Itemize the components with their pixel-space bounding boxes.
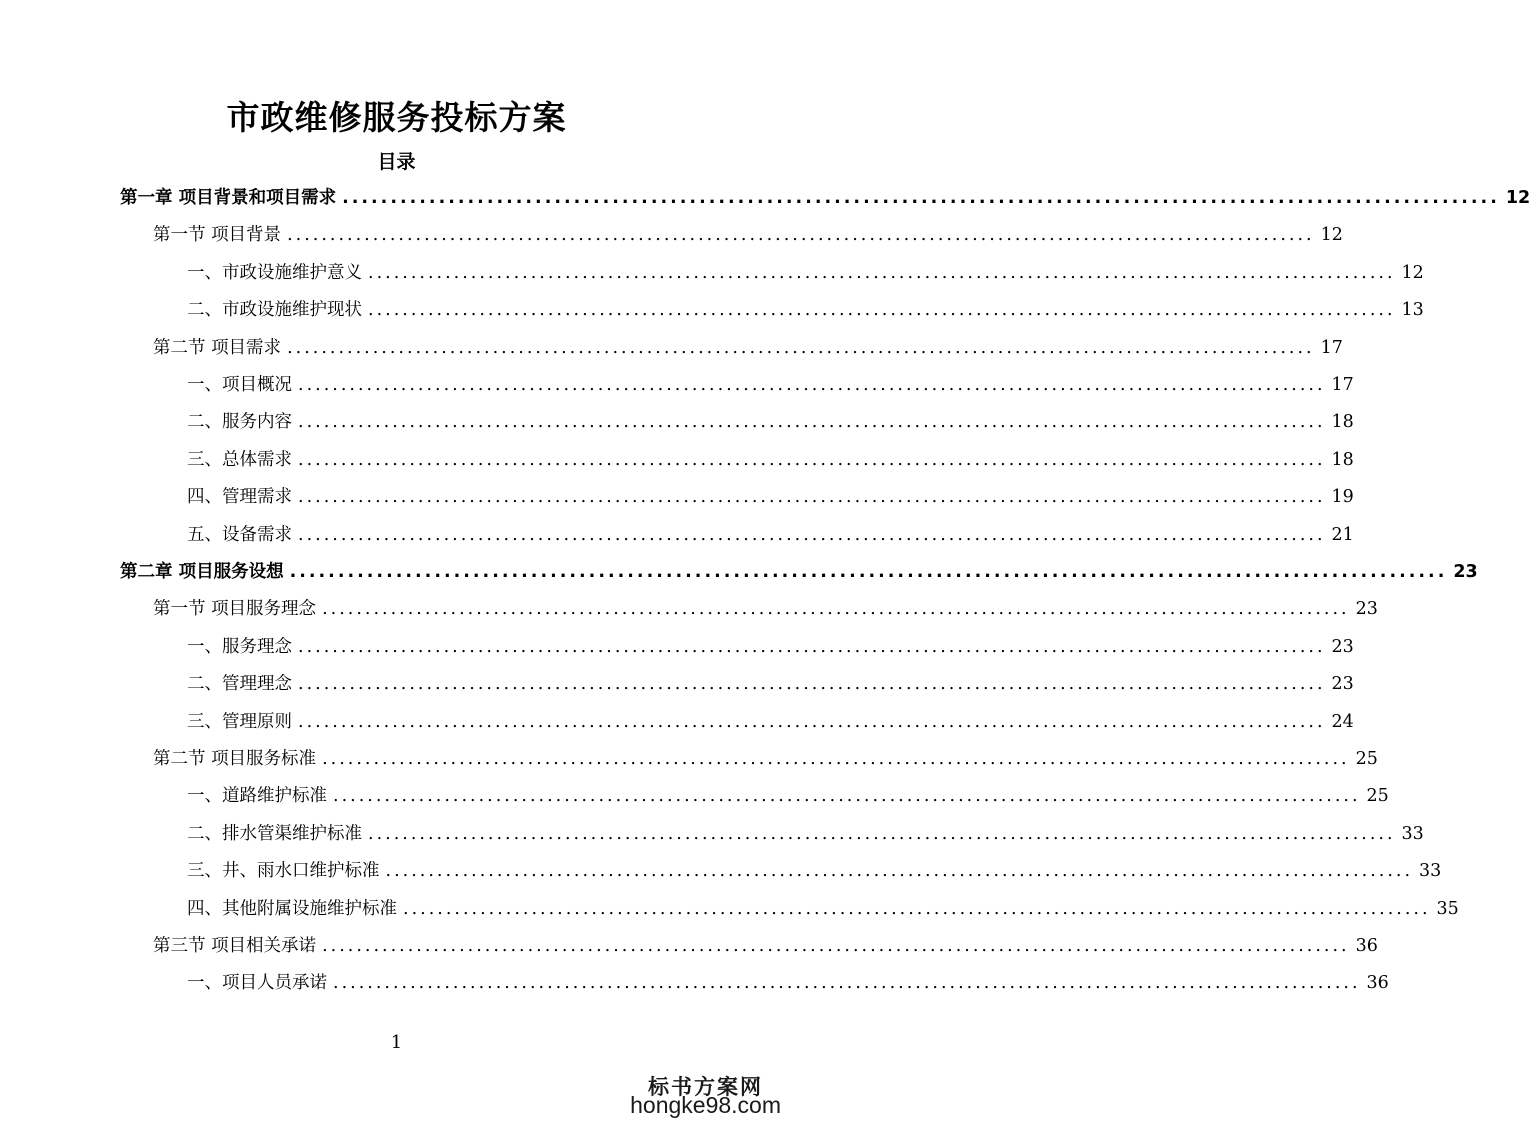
- toc-entry-label: 三、总体需求: [187, 449, 292, 470]
- toc-entry-label: 第二章 项目服务设想: [120, 562, 284, 582]
- toc-entry-label: 二、排水管渠维护标准: [187, 823, 362, 844]
- toc-entry-page: 19: [1331, 487, 1354, 508]
- toc-entry-page: 13: [1401, 300, 1424, 321]
- toc-entry-label: 一、服务理念: [187, 636, 292, 657]
- toc-entry-page: 33: [1419, 861, 1442, 882]
- toc-leader-dots: ........................................................................................................................: [298, 674, 1326, 695]
- toc-leader-dots: ........................................................................................................................: [333, 786, 1361, 807]
- toc-heading: 目录: [377, 151, 416, 173]
- toc-entry-page: 36: [1366, 973, 1389, 994]
- toc-entry-label: 二、服务内容: [187, 412, 292, 433]
- toc-entry-label: 二、市政设施维护现状: [187, 300, 362, 321]
- toc-leader-dots: ........................................................................................................................: [298, 412, 1326, 433]
- toc-entry-page: 23: [1331, 674, 1354, 695]
- toc-leader-dots: ........................................................................................................................: [368, 823, 1396, 844]
- toc-entry[interactable]: [120, 184, 1530, 212]
- toc-entry-page: 23: [1453, 562, 1478, 582]
- toc-entry[interactable]: [187, 670, 1354, 698]
- toc-entry[interactable]: [153, 595, 1378, 623]
- watermark-name: 标书方案网: [648, 1075, 763, 1099]
- toc-entry-page: 23: [1355, 599, 1378, 620]
- toc-entry-page: 25: [1355, 749, 1378, 769]
- toc-entry-label: 第一节 项目背景: [153, 225, 282, 246]
- toc-entry[interactable]: [187, 820, 1424, 848]
- toc-entry[interactable]: [187, 408, 1354, 436]
- toc-leader-dots: ........................................................................................................................: [298, 375, 1326, 395]
- toc-entry-page: 25: [1366, 786, 1389, 807]
- toc-leader-dots: ........................................................................................................................: [368, 300, 1396, 321]
- toc-entry[interactable]: [187, 633, 1354, 661]
- toc-leader-dots: ........................................................................................................................: [298, 636, 1326, 657]
- toc-leader-dots: ........................................................................................................................: [298, 487, 1326, 508]
- toc-leader-dots: ........................................................................................................................: [287, 337, 1315, 358]
- toc-entry-page: 17: [1320, 337, 1343, 358]
- toc-leader-dots: ........................................................................................................................: [342, 188, 1500, 208]
- toc-entry[interactable]: [153, 932, 1378, 960]
- toc-entry-label: 二、管理理念: [187, 674, 292, 695]
- toc-entry-page: 12: [1505, 188, 1530, 208]
- toc-entry-label: 第三节 项目相关承诺: [153, 936, 317, 956]
- toc-entry-page: 23: [1331, 636, 1354, 657]
- document-title: 市政维修服务投标方案: [226, 98, 567, 137]
- toc-entry-page: 12: [1401, 262, 1424, 283]
- toc-entry-label: 三、管理原则: [187, 711, 292, 732]
- toc-entry[interactable]: [187, 708, 1354, 736]
- toc-entry[interactable]: [187, 969, 1389, 997]
- watermark-url: hongke98.com: [630, 1092, 781, 1118]
- toc-entry-label: 五、设备需求: [187, 524, 292, 545]
- toc-leader-dots: ........................................................................................................................: [322, 599, 1350, 620]
- toc-entry[interactable]: [187, 296, 1424, 324]
- toc-leader-dots: ........................................................................................................................: [368, 262, 1396, 283]
- toc-entry-label: 一、市政设施维护意义: [187, 262, 362, 283]
- toc-entry-page: 18: [1331, 412, 1354, 433]
- toc-entry-page: 17: [1331, 375, 1354, 395]
- toc-entry[interactable]: [187, 483, 1354, 511]
- toc-entry-label: 一、项目人员承诺: [187, 973, 327, 994]
- toc-leader-dots: ........................................................................................................................: [289, 562, 1448, 582]
- toc-leader-dots: ........................................................................................................................: [298, 449, 1326, 470]
- toc-entry-page: 24: [1331, 711, 1354, 732]
- toc-leader-dots: ........................................................................................................................: [287, 225, 1315, 246]
- toc-entry-page: 33: [1401, 823, 1424, 844]
- toc-entry[interactable]: [187, 521, 1354, 549]
- toc-entry[interactable]: [187, 446, 1354, 474]
- toc-entry-label: 四、管理需求: [187, 487, 292, 508]
- toc-entry[interactable]: [187, 782, 1389, 810]
- toc-entry-page: 12: [1320, 225, 1343, 246]
- toc-entry[interactable]: [153, 221, 1343, 249]
- toc-leader-dots: ........................................................................................................................: [385, 861, 1414, 882]
- page-number: 1: [390, 1032, 403, 1053]
- toc-leader-dots: ........................................................................................................................: [298, 524, 1326, 545]
- toc-entry-label: 一、项目概况: [187, 375, 292, 395]
- toc-entry[interactable]: [187, 371, 1354, 399]
- toc-entry-page: 35: [1436, 898, 1459, 919]
- toc-leader-dots: ........................................................................................................................: [322, 936, 1350, 956]
- toc-entry-label: 三、井、雨水口维护标准: [187, 861, 380, 882]
- toc-entry-label: 一、道路维护标准: [187, 786, 327, 807]
- toc-entry[interactable]: [187, 857, 1442, 885]
- toc-entry-page: 18: [1331, 449, 1354, 470]
- toc-leader-dots: ........................................................................................................................: [298, 711, 1326, 732]
- toc-entry-page: 21: [1331, 524, 1354, 545]
- toc-entry[interactable]: [187, 259, 1424, 287]
- toc-entry-label: 第二节 项目服务标准: [153, 749, 317, 769]
- toc-leader-dots: ........................................................................................................................: [403, 898, 1431, 919]
- toc-entry-label: 第二节 项目需求: [153, 337, 282, 358]
- toc-leader-dots: ........................................................................................................................: [333, 973, 1361, 994]
- toc-entry-label: 四、其他附属设施维护标准: [187, 898, 397, 919]
- toc-entry[interactable]: [120, 558, 1478, 586]
- toc-entry-label: 第一节 项目服务理念: [153, 599, 317, 620]
- toc-entry-label: 第一章 项目背景和项目需求: [120, 188, 337, 208]
- toc-leader-dots: ........................................................................................................................: [322, 749, 1350, 769]
- toc-entry[interactable]: [153, 334, 1343, 362]
- toc-entry[interactable]: [153, 745, 1378, 773]
- toc-entry-page: 36: [1355, 936, 1378, 956]
- toc-entry[interactable]: [187, 895, 1459, 923]
